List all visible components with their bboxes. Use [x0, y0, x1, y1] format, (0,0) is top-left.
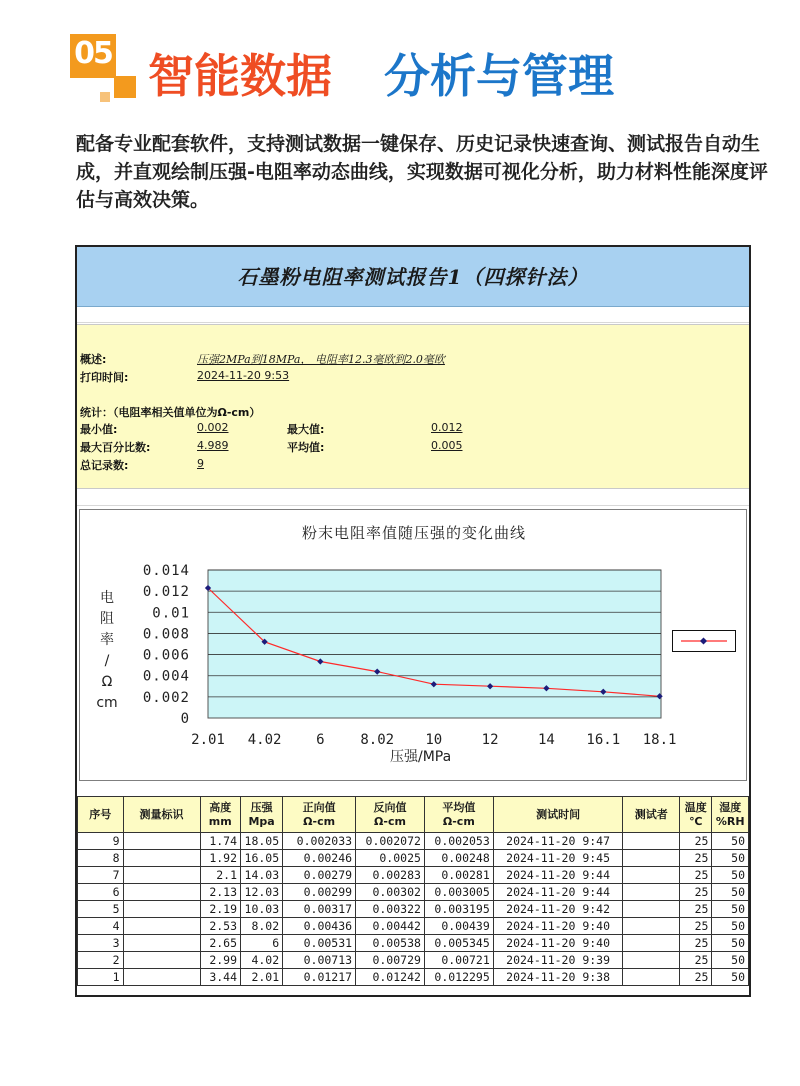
x-tick-label: 12 — [481, 732, 499, 748]
table-cell: 25 — [680, 935, 712, 952]
table-cell: 0.00279 — [283, 867, 356, 884]
table-cell: 50 — [712, 884, 749, 901]
table-cell: 0.003195 — [424, 901, 493, 918]
table-cell — [623, 901, 680, 918]
table-row — [78, 901, 749, 918]
table-cell: 25 — [680, 969, 712, 986]
min-label: 最小值: — [80, 423, 118, 436]
table-cell: 25 — [680, 918, 712, 935]
table-cell: 50 — [712, 867, 749, 884]
table-cell: 2024-11-20 9:40 — [493, 935, 623, 952]
table-cell: 0.00713 — [283, 952, 356, 969]
table-cell: 25 — [680, 867, 712, 884]
table-row — [78, 884, 749, 901]
table-cell: 7 — [78, 867, 124, 884]
max-value: 0.012 — [431, 421, 463, 434]
table-cell: 25 — [680, 850, 712, 867]
chart-container — [79, 509, 747, 781]
table-header-cell: 测试者 — [623, 797, 680, 833]
table-cell: 0.00439 — [424, 918, 493, 935]
min-value: 0.002 — [197, 421, 229, 434]
table-row — [78, 833, 749, 850]
table-cell: 0.00246 — [283, 850, 356, 867]
table-cell: 10.03 — [241, 901, 283, 918]
table-cell: 50 — [712, 850, 749, 867]
table-cell: 50 — [712, 901, 749, 918]
table-body — [78, 833, 749, 986]
section-title-part2: 分析与管理 — [384, 49, 614, 103]
table-cell: 2024-11-20 9:38 — [493, 969, 623, 986]
table-cell: 1 — [78, 969, 124, 986]
x-tick-label: 2.01 — [191, 732, 225, 748]
table-cell: 5 — [78, 901, 124, 918]
table-cell — [123, 850, 200, 867]
decor-square — [114, 76, 136, 98]
x-axis-label: 压强/MPa — [390, 749, 452, 765]
table-cell: 2024-11-20 9:44 — [493, 884, 623, 901]
table-cell — [623, 833, 680, 850]
table-cell: 8 — [78, 850, 124, 867]
table-cell: 25 — [680, 833, 712, 850]
table-cell: 0.00299 — [283, 884, 356, 901]
report-summary — [77, 324, 749, 489]
table-cell — [623, 884, 680, 901]
table-cell: 1.92 — [200, 850, 241, 867]
table-cell: 14.03 — [241, 867, 283, 884]
chart-legend — [672, 630, 736, 652]
table-cell: 0.00322 — [356, 901, 425, 918]
table-header-cell: 正向值 Ω-cm — [283, 797, 356, 833]
y-axis-label-char: cm — [96, 695, 118, 711]
table-row — [78, 952, 749, 969]
y-tick-label: 0.012 — [142, 584, 190, 601]
y-tick-label: 0 — [180, 711, 190, 727]
table-header-cell: 温度 ℃ — [680, 797, 712, 833]
table-cell: 0.00436 — [283, 918, 356, 935]
max-pct-value: 4.989 — [197, 439, 229, 452]
table-cell: 0.00283 — [356, 867, 425, 884]
table-cell: 2024-11-20 9:44 — [493, 867, 623, 884]
table-cell: 2024-11-20 9:47 — [493, 833, 623, 850]
table-cell — [123, 867, 200, 884]
section-title-part1: 智能数据 — [148, 49, 332, 103]
sheet-grid-row — [77, 490, 749, 506]
table-cell — [123, 884, 200, 901]
table-cell: 50 — [712, 918, 749, 935]
x-tick-label: 4.02 — [247, 732, 282, 748]
table-cell: 0.01217 — [283, 969, 356, 986]
table-cell: 0.002053 — [424, 833, 493, 850]
y-axis-label-char: 电 — [100, 590, 114, 606]
stats-label: 统计：（电阻率相关值单位为Ω-cm） — [80, 406, 261, 419]
plot-area — [208, 570, 661, 718]
x-tick-label: 14 — [537, 732, 555, 748]
table-cell: 4 — [78, 918, 124, 935]
y-axis-label-char: 率 — [100, 632, 114, 648]
table-cell: 2.65 — [200, 935, 241, 952]
table-cell — [623, 867, 680, 884]
table-cell: 0.01242 — [356, 969, 425, 986]
table-cell: 8.02 — [241, 918, 283, 935]
table-cell: 0.00281 — [424, 867, 493, 884]
overview-label: 概述: — [80, 353, 107, 366]
table-cell: 2024-11-20 9:42 — [493, 901, 623, 918]
decor-square-small — [100, 92, 110, 102]
table-cell — [623, 918, 680, 935]
data-table — [77, 796, 749, 986]
intro-paragraph: 配备专业配套软件，支持测试数据一键保存、历史记录快速查询、测试报告自动生成，并直观绘制压强-电阻率动态曲线，实现数据可视化分析，助力材料性能深度评估与高效决策。 — [76, 133, 768, 211]
table-row — [78, 918, 749, 935]
y-tick-label: 0.002 — [142, 689, 190, 706]
report-sheet — [75, 245, 751, 997]
table-cell: 2.1 — [200, 867, 241, 884]
table-cell: 9 — [78, 833, 124, 850]
table-cell: 0.00531 — [283, 935, 356, 952]
table-cell — [623, 850, 680, 867]
table-cell: 50 — [712, 969, 749, 986]
table-cell: 2 — [78, 952, 124, 969]
table-cell: 6 — [241, 935, 283, 952]
table-cell: 0.00248 — [424, 850, 493, 867]
x-tick-label: 6 — [316, 732, 325, 748]
report-title: 石墨粉电阻率测试报告1（四探针法） — [77, 247, 749, 307]
table-cell: 25 — [680, 884, 712, 901]
x-tick-label: 10 — [425, 732, 443, 748]
print-time-label: 打印时间: — [80, 371, 129, 384]
max-label: 最大值: — [287, 423, 325, 436]
table-cell: 0.00442 — [356, 918, 425, 935]
table-row — [78, 969, 749, 986]
x-tick-label: 8.02 — [360, 732, 395, 748]
table-cell: 50 — [712, 833, 749, 850]
table-header-cell: 反向值 Ω-cm — [356, 797, 425, 833]
chart-title: 粉末电阻率值随压强的变化曲线 — [301, 524, 526, 542]
table-cell: 0.002072 — [356, 833, 425, 850]
table-cell: 0.002033 — [283, 833, 356, 850]
table-cell: 2024-11-20 9:45 — [493, 850, 623, 867]
table-cell: 25 — [680, 952, 712, 969]
table-cell: 3.44 — [200, 969, 241, 986]
sheet-grid-row — [77, 307, 749, 323]
y-tick-label: 0.014 — [142, 563, 190, 579]
y-tick-label: 0.01 — [152, 605, 190, 622]
table-cell — [123, 952, 200, 969]
table-cell — [123, 935, 200, 952]
y-axis-label-char: Ω — [101, 674, 113, 690]
table-cell: 2.19 — [200, 901, 241, 918]
table-cell: 2024-11-20 9:40 — [493, 918, 623, 935]
section-number: 05 — [74, 36, 112, 71]
table-cell: 0.00317 — [283, 901, 356, 918]
table-header-cell: 压强 Mpa — [241, 797, 283, 833]
max-pct-label: 最大百分比数: — [80, 441, 151, 454]
table-cell: 2024-11-20 9:39 — [493, 952, 623, 969]
table-cell: 50 — [712, 935, 749, 952]
table-header-cell: 湿度 %RH — [712, 797, 749, 833]
print-time-value: 2024-11-20 9:53 — [197, 369, 290, 382]
y-tick-label: 0.006 — [142, 647, 190, 664]
overview-value: 压强2MPa到18MPa， 电阻率12.3毫欧到2.0毫欧 — [197, 353, 445, 366]
y-tick-label: 0.008 — [142, 626, 190, 643]
table-cell: 4.02 — [241, 952, 283, 969]
total-label: 总记录数: — [80, 459, 129, 472]
table-row — [78, 850, 749, 867]
table-cell: 0.00729 — [356, 952, 425, 969]
x-tick-label: 16.1 — [586, 732, 621, 748]
table-cell — [123, 969, 200, 986]
y-axis-label-char: 阻 — [100, 611, 114, 627]
table-cell: 0.00721 — [424, 952, 493, 969]
table-cell — [123, 918, 200, 935]
table-cell: 6 — [78, 884, 124, 901]
table-header-cell: 序号 — [78, 797, 124, 833]
y-axis-label-char: / — [104, 653, 110, 669]
chart-svg — [80, 510, 748, 782]
table-cell: 1.74 — [200, 833, 241, 850]
table-cell: 0.00302 — [356, 884, 425, 901]
table-cell: 16.05 — [241, 850, 283, 867]
table-cell: 18.05 — [241, 833, 283, 850]
legend-swatch — [673, 631, 735, 651]
table-cell: 0.012295 — [424, 969, 493, 986]
table-cell — [623, 969, 680, 986]
table-cell — [623, 952, 680, 969]
table-cell: 0.0025 — [356, 850, 425, 867]
table-header-row — [78, 797, 749, 833]
table-cell: 3 — [78, 935, 124, 952]
table-cell: 50 — [712, 952, 749, 969]
table-cell: 0.003005 — [424, 884, 493, 901]
table-cell: 12.03 — [241, 884, 283, 901]
table-header-cell: 测试时间 — [493, 797, 623, 833]
y-tick-label: 0.004 — [142, 668, 190, 685]
table-cell: 2.13 — [200, 884, 241, 901]
total-value: 9 — [197, 457, 204, 470]
avg-value: 0.005 — [431, 439, 463, 452]
table-header-cell: 高度 mm — [200, 797, 241, 833]
table-cell: 25 — [680, 901, 712, 918]
table-row — [78, 867, 749, 884]
avg-label: 平均值: — [287, 441, 325, 454]
x-tick-label: 18.1 — [642, 732, 677, 748]
table-cell: 2.01 — [241, 969, 283, 986]
table-cell: 2.53 — [200, 918, 241, 935]
table-header-cell: 测量标识 — [123, 797, 200, 833]
table-row — [78, 935, 749, 952]
table-header-cell: 平均值 Ω-cm — [424, 797, 493, 833]
table-cell: 0.00538 — [356, 935, 425, 952]
table-cell — [623, 935, 680, 952]
table-cell: 2.99 — [200, 952, 241, 969]
table-cell: 0.005345 — [424, 935, 493, 952]
table-cell — [123, 901, 200, 918]
table-cell — [123, 833, 200, 850]
